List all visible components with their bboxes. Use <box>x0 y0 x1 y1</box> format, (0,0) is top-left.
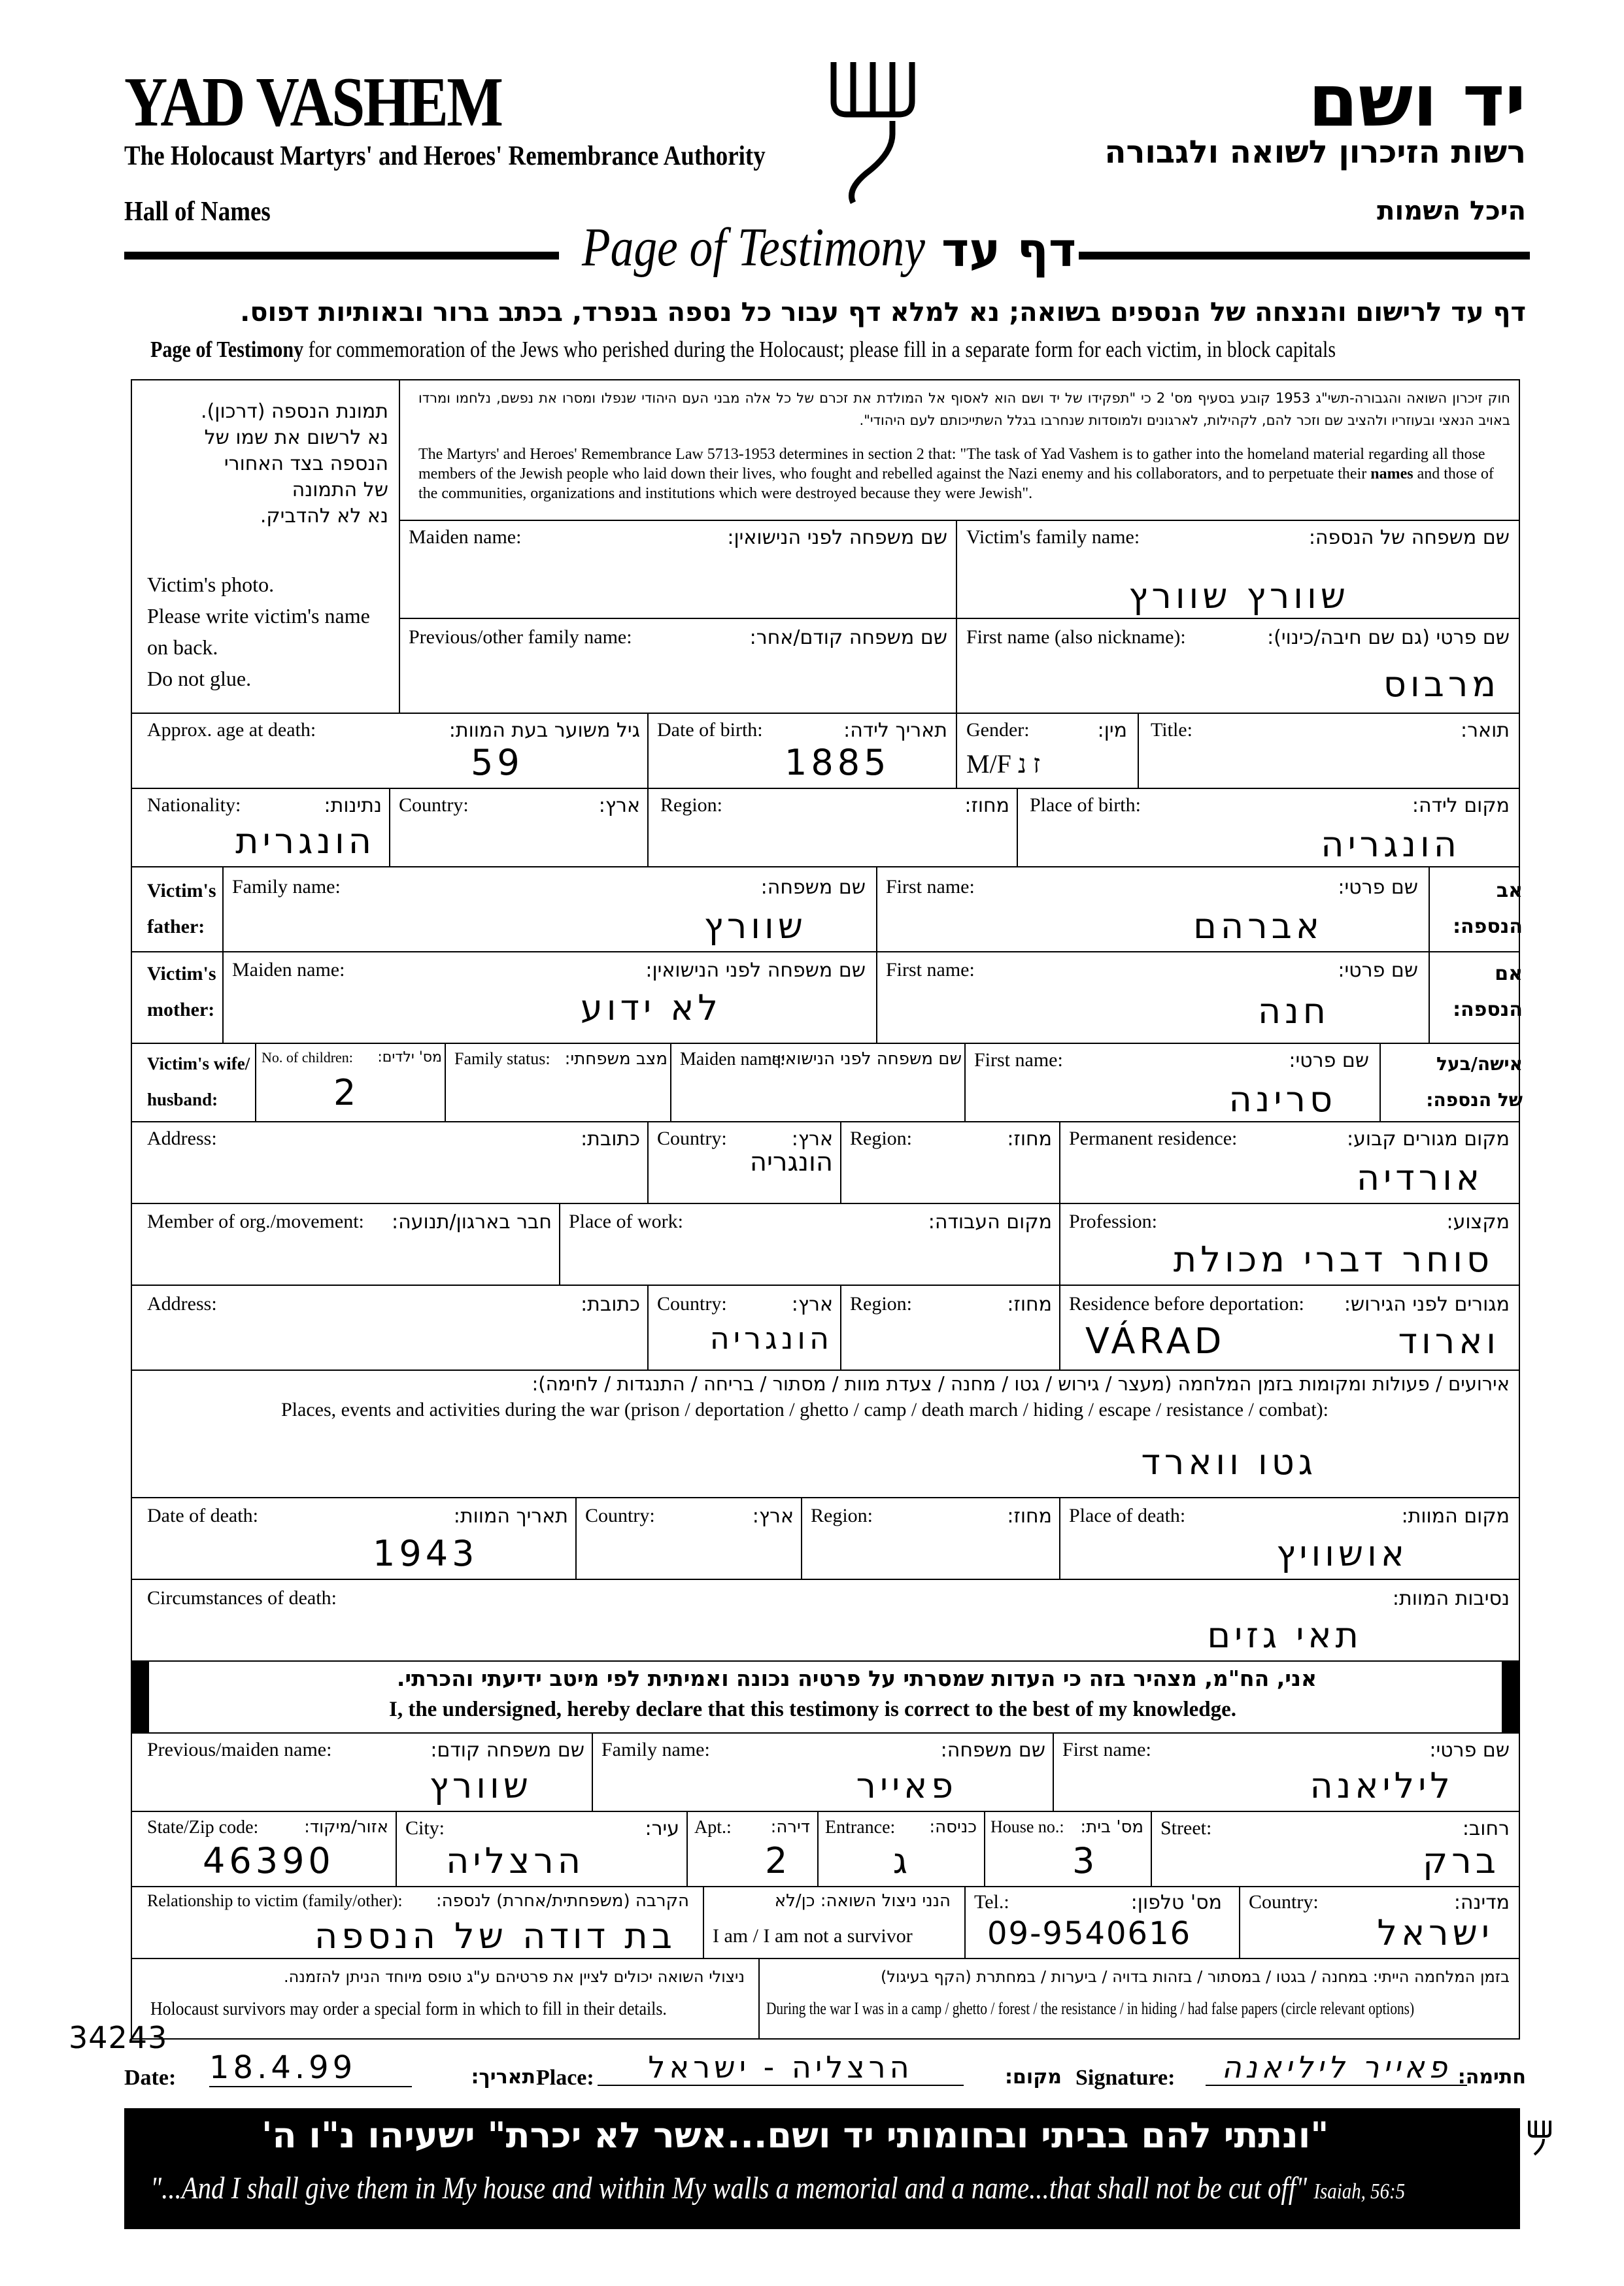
pob-label-he: מקום לידה: <box>1412 794 1510 817</box>
declaration-hebrew: אני, הח"מ, מצהיר בזה כי העדות שמסרתי על פרטיה נכונה ואמיתית לפי מיטב ידיעתי והכרתי. <box>396 1666 1317 1691</box>
city-value[interactable]: הרצליה <box>446 1840 584 1881</box>
org-name-english: YAD VASHEM <box>124 63 502 141</box>
spouse-first-label-he: שם פרטי: <box>1289 1049 1369 1072</box>
tel-value[interactable]: 09-9540616 <box>987 1915 1192 1952</box>
residence-before-deportation-hebrew[interactable]: וארוד <box>1398 1320 1500 1362</box>
maiden-name-label-he: שם משפחה לפני הנישואין: <box>727 526 947 549</box>
witness-first-name-value[interactable]: ליליאנה <box>1310 1765 1454 1806</box>
spouse-first-value[interactable]: סרינה <box>1228 1079 1336 1120</box>
age-label: Approx. age at death: <box>147 719 316 741</box>
dob-label: Date of birth: <box>657 719 763 741</box>
intro-hebrew: דף עד לרישום והנצחה של הנספים בשואה; נא למלא דף עבור כל נספה בנפרד, בכתב ברור ובאותיות דפוס. <box>240 297 1526 328</box>
intro-english <box>150 337 1336 363</box>
mother-maiden-label-he: שם משפחה לפני הנישואין: <box>645 959 866 982</box>
family-name-label-he: שם משפחה של הנספה: <box>1308 526 1510 549</box>
witness-family-name-label: Family name: <box>601 1739 710 1760</box>
declaration-english: I, the undersigned, hereby declare that this testimony is correct to the best of my knowledge. <box>389 1698 1237 1721</box>
zip-label-he: אזור/מיקוד: <box>304 1817 388 1837</box>
verse-english: "...And I shall give them in My house and within My walls a memorial and a name...that shall not be cut off" Isaiah, 56:5 <box>150 2171 1406 2206</box>
witness-prev-name-label-he: שם משפחה קודם: <box>430 1739 584 1762</box>
father-family-label-he: שם משפחה: <box>760 876 866 899</box>
maiden-name-label: Maiden name: <box>409 526 522 548</box>
law-text-english: The Martyrs' and Heroes' Remembrance Law 5713-1953 determines in section 2 that: "The task of Yad Vashem is to gather into the homeland material regarding all those members of the Jewish people who laid down their lives, who fought and rebelled against the Nazi enemy and his collaborators, and to perpetuate their names and those of the communities, organizations and institutions which were destroyed because they were Jewish". <box>418 446 1494 502</box>
children-label-he: מס' ילדים: <box>377 1049 442 1066</box>
dob-value[interactable]: 1885 <box>785 742 890 783</box>
banner-logo-icon <box>1527 2118 1553 2157</box>
survivor-label[interactable]: I am / I am not a survivor <box>713 1925 913 1947</box>
stamp-number: 34243 <box>69 2020 168 2055</box>
profession-label: Profession: <box>1069 1211 1157 1232</box>
entrance-label: Entrance: <box>825 1817 896 1838</box>
place-of-work-label-he: מקום העבודה: <box>928 1211 1052 1234</box>
zip-label: State/Zip code: <box>147 1817 259 1838</box>
zip-value[interactable]: 46390 <box>203 1840 335 1881</box>
spouse-maiden-label-he: שם משפחה לפני הנישואין: <box>771 1049 962 1069</box>
member-label: Member of org./movement: <box>147 1211 364 1232</box>
region-label-3: Region: <box>850 1293 912 1315</box>
place-of-death-label-he: מקום המוות: <box>1401 1505 1510 1528</box>
date-label-he: תאריך: <box>471 2066 535 2089</box>
tel-label: Tel.: <box>974 1891 1009 1913</box>
title-label-he: תואר: <box>1461 719 1510 742</box>
country-label-3-he: ארץ: <box>791 1293 833 1316</box>
relationship-label: Relationship to victim (family/other): <box>147 1891 403 1910</box>
address-label-2-he: כתובת: <box>581 1293 640 1316</box>
region-label-4-he: מחוז: <box>1007 1505 1052 1528</box>
camp-note[interactable]: During the war I was in a camp / ghetto / forest / the resistance / in hiding / had false papers (circle relevant options) <box>766 1999 1415 2018</box>
country-label-2: Country: <box>657 1128 727 1149</box>
nationality-label-he: נתינות: <box>324 794 382 817</box>
intro-english-rest: for commemoration of the Jews who perished during the Holocaust; please fill in a separate form for each victim, in block capitals <box>303 337 1336 362</box>
hall-of-names-hebrew: היכל השמות <box>1377 196 1526 226</box>
apt-label-he: דירה: <box>770 1817 810 1837</box>
mother-first-label-he: שם פרטי: <box>1338 959 1418 982</box>
events-value[interactable]: גטו ווארד <box>1141 1441 1317 1483</box>
family-name-label: Victim's family name: <box>966 526 1140 548</box>
mother-maiden-value[interactable]: לא ידוע <box>580 987 722 1028</box>
law-text-hebrew: חוק זיכרון השואה והגבורה-תשי"ג 1953 קובע בסעיף מס' 2 כי "תפקידו של יד ושם הוא לאסוף אל המולדת את זכרם של כל אלה מבני העם היהודי שנפלו ומסרו את נפשם, נלחמו ומרדו באויב הנאצי ובעוזריו ולהציב שם וזכר להם, לקהילות, לארגונים ולמוסדות שנחרבו בגלל השתייכותם לעם היהודי". <box>418 390 1510 428</box>
relationship-label-he: הקרבה (משפחתית/אחרת) לנספה: <box>435 1891 689 1911</box>
dob-label-he: תאריך לידה: <box>843 719 947 742</box>
family-status-label: Family status: <box>454 1049 550 1068</box>
region-label: Region: <box>660 794 722 816</box>
survivor-form-note-he: ניצולי השואה יכולים לציין את פרטיהם ע"ג טופס מיוחד הניתן להזמנה. <box>284 1968 745 1986</box>
residence-before-deportation-label: Residence before deportation: <box>1069 1293 1304 1315</box>
country-label-4: Country: <box>585 1505 655 1526</box>
place-of-death-value[interactable]: אושוויץ <box>1276 1533 1408 1574</box>
relationship-value[interactable]: בת דודה של הנספה <box>314 1915 676 1957</box>
residence-before-deportation-label-he: מגורים לפני הגירוש: <box>1344 1293 1510 1316</box>
intro-english-bold: Page of Testimony <box>150 337 304 362</box>
title-rule-left <box>124 252 559 260</box>
signature-value[interactable]: פאייר ליליאנה <box>1206 2049 1467 2086</box>
page-title-english: Page of Testimony <box>582 217 925 278</box>
events-label: Places, events and activities during the war (prison / deportation / ghetto / camp / death march / hiding / escape / resistance / combat): <box>281 1399 1329 1420</box>
house-no-label: House no.: <box>990 1817 1064 1836</box>
nationality-label: Nationality: <box>147 794 241 816</box>
father-label: Victim's father: <box>147 880 216 937</box>
declaration-bar-right <box>1502 1660 1520 1732</box>
apt-value[interactable]: 2 <box>765 1840 792 1881</box>
father-first-value[interactable]: אברהם <box>1193 905 1323 947</box>
title-label: Title: <box>1151 719 1193 741</box>
place-of-death-label: Place of death: <box>1069 1505 1186 1526</box>
street-label: Street: <box>1160 1817 1212 1839</box>
hall-of-names-english: Hall of Names <box>124 197 271 227</box>
witness-first-name-label-he: שם פרטי: <box>1429 1739 1510 1762</box>
permanent-residence-label: Permanent residence: <box>1069 1128 1238 1149</box>
circumstances-value[interactable]: תאי גזים <box>1207 1615 1362 1656</box>
title-rule-right <box>1079 252 1530 260</box>
father-first-label: First name: <box>886 876 975 898</box>
family-status-label-he: מצב משפחתי: <box>564 1049 668 1069</box>
survivor-form-note: Holocaust survivors may order a special form in which to fill in their details. <box>150 1999 667 2019</box>
region-label-4: Region: <box>811 1505 873 1526</box>
verse-hebrew: "ונתתי להם בביתי ובחומותי יד ושם...אשר לא יכרת" ישעיהו נ"ו ה' <box>262 2115 1329 2156</box>
gender-label-he: מין: <box>1097 719 1127 742</box>
country-label-2-he: ארץ: <box>791 1128 833 1151</box>
gender-label: Gender: <box>966 719 1030 741</box>
pob-value[interactable]: הונגריה <box>1321 824 1461 865</box>
spouse-maiden-label: Maiden name: <box>680 1049 785 1069</box>
previous-family-name-label: Previous/other family name: <box>409 626 632 648</box>
spouse-first-label: First name: <box>974 1049 1063 1071</box>
street-value[interactable]: ברק <box>1422 1840 1500 1881</box>
father-family-label: Family name: <box>232 876 341 898</box>
date-of-death-label: Date of death: <box>147 1505 258 1526</box>
apt-label: Apt.: <box>694 1817 732 1838</box>
address-label: Address: <box>147 1128 217 1149</box>
org-subtitle-hebrew: רשות הזיכרון לשואה ולגבורה <box>1104 134 1526 171</box>
circumstances-label: Circumstances of death: <box>147 1587 337 1609</box>
survivor-label-he: הנני ניצול השואה: כן/לא <box>774 1891 951 1911</box>
page-title-hebrew: דף עד <box>941 222 1077 277</box>
date-of-death-value[interactable]: 1943 <box>373 1533 479 1574</box>
country-value-1[interactable]: הונגריה <box>749 1147 833 1177</box>
place-label-he: מקום: <box>1005 2066 1062 2089</box>
country-label-4-he: ארץ: <box>752 1505 794 1528</box>
mother-label: Victim's mother: <box>147 963 216 1020</box>
country-label-3: Country: <box>657 1293 727 1315</box>
city-label: City: <box>405 1817 445 1839</box>
place-label: Place: <box>536 2066 594 2090</box>
profession-label-he: מקצוע: <box>1446 1211 1510 1234</box>
family-name-value[interactable]: שוורץ שוורץ <box>1128 575 1349 616</box>
place-of-work-label: Place of work: <box>569 1211 683 1232</box>
entrance-value[interactable]: ג <box>892 1840 911 1881</box>
declaration-bar-left <box>131 1660 149 1732</box>
photo-instructions-english: Victim's photo. Please write victim's name on back. Do not glue. <box>147 573 370 690</box>
residence-before-deportation-latin[interactable]: VÁRAD <box>1085 1320 1226 1362</box>
nationality-value[interactable]: הונגרית <box>235 820 375 862</box>
tel-label-he: מס' טלפון: <box>1130 1891 1222 1914</box>
region-label-he: מחוז: <box>964 794 1009 817</box>
witness-first-name-label: First name: <box>1062 1739 1151 1760</box>
house-no-label-he: מס' בית: <box>1080 1817 1143 1837</box>
country-value-2[interactable]: הונגריה <box>709 1320 833 1356</box>
first-name-value[interactable]: מרבוס <box>1383 664 1500 705</box>
children-value[interactable]: 2 <box>333 1072 360 1113</box>
mother-label-he: אם הנספה: <box>1453 962 1523 1021</box>
circumstances-label-he: נסיבות המוות: <box>1392 1587 1510 1610</box>
date-label: Date: <box>124 2066 177 2090</box>
signature-label-he: חתימה: <box>1457 2066 1526 2089</box>
witness-family-name-value[interactable]: פאייר <box>856 1765 957 1806</box>
address-label-2: Address: <box>147 1293 217 1315</box>
witness-country-value[interactable]: ישראל <box>1377 1912 1493 1953</box>
region-label-2: Region: <box>850 1128 912 1149</box>
profession-value[interactable]: סוחר דברי מכולת <box>1173 1239 1493 1280</box>
previous-family-name-label-he: שם משפחה קודם/אחר: <box>749 626 947 649</box>
country-label: Country: <box>399 794 469 816</box>
age-value[interactable]: 59 <box>471 742 524 783</box>
mother-first-label: First name: <box>886 959 975 981</box>
city-label-he: עיר: <box>645 1817 679 1840</box>
children-label: No. of children: <box>262 1049 353 1066</box>
photo-instructions-hebrew: תמונת הנספה (דרכון). נא לרשום את שמו של הנספה בצד האחורי של התמונה נא לא להדביק. <box>201 400 388 528</box>
first-name-label: First name (also nickname): <box>966 626 1186 648</box>
witness-country-label: Country: <box>1249 1891 1319 1913</box>
place-value[interactable]: הרצליה - ישראל <box>598 2049 964 2086</box>
witness-prev-name-value[interactable]: שוורץ <box>429 1765 532 1806</box>
member-label-he: חבר בארגון/תנועה: <box>392 1211 552 1234</box>
org-subtitle-english: The Holocaust Martyrs' and Heroes' Remembrance Authority <box>124 141 766 171</box>
house-no-value[interactable]: 3 <box>1072 1840 1099 1881</box>
gender-value[interactable]: M/F ז נ <box>966 749 1041 779</box>
signature-label: Signature: <box>1075 2066 1176 2090</box>
witness-prev-name-label: Previous/maiden name: <box>147 1739 332 1760</box>
mother-first-value[interactable]: חנה <box>1257 990 1330 1032</box>
street-label-he: רחוב: <box>1462 1817 1510 1840</box>
region-label-2-he: מחוז: <box>1007 1128 1052 1151</box>
country-label-he: ארץ: <box>598 794 640 817</box>
date-of-death-label-he: תאריך המוות: <box>453 1505 568 1528</box>
first-name-label-he: שם פרטי (גם שם חיבה/כינוי): <box>1267 626 1510 649</box>
mother-maiden-label: Maiden name: <box>232 959 345 981</box>
witness-family-name-label-he: שם משפחה: <box>940 1739 1045 1762</box>
yad-vashem-logo <box>827 49 919 206</box>
events-label-he: אירועים / פעולות ומקומות בזמן המלחמה (מעצר / גירוש / גטו / מחנה / צעדת מוות / מסתור / בריחה / התנגדות / לחימה): <box>532 1373 1510 1395</box>
father-family-value[interactable]: שוורץ <box>703 905 807 947</box>
father-first-label-he: שם פרטי: <box>1338 876 1418 899</box>
camp-note-he: בזמן המלחמה הייתי: במחנה / בגטו / במסתור / בזהות בדויה / ביערות / במחתרת (הקף בעיגול) <box>881 1968 1510 1986</box>
spouse-label: Victim's wife/ husband: <box>147 1054 250 1109</box>
org-name-hebrew: יד ושם <box>1308 59 1526 143</box>
address-label-he: כתובת: <box>581 1128 640 1151</box>
spouse-label-he: אישה/בעל של הנספה: <box>1426 1053 1523 1111</box>
permanent-residence-value[interactable]: אורדיה <box>1356 1157 1483 1198</box>
entrance-label-he: כניסה: <box>929 1817 977 1837</box>
pob-label: Place of birth: <box>1030 794 1141 816</box>
father-label-he: אב הנספה: <box>1453 879 1523 938</box>
age-label-he: גיל משוער בעת המוות: <box>448 719 640 742</box>
date-value[interactable]: 18.4.99 <box>209 2049 412 2087</box>
permanent-residence-label-he: מקום מגורים קבוע: <box>1347 1128 1510 1151</box>
region-label-3-he: מחוז: <box>1007 1293 1052 1316</box>
witness-country-label-he: מדינה: <box>1453 1891 1510 1914</box>
